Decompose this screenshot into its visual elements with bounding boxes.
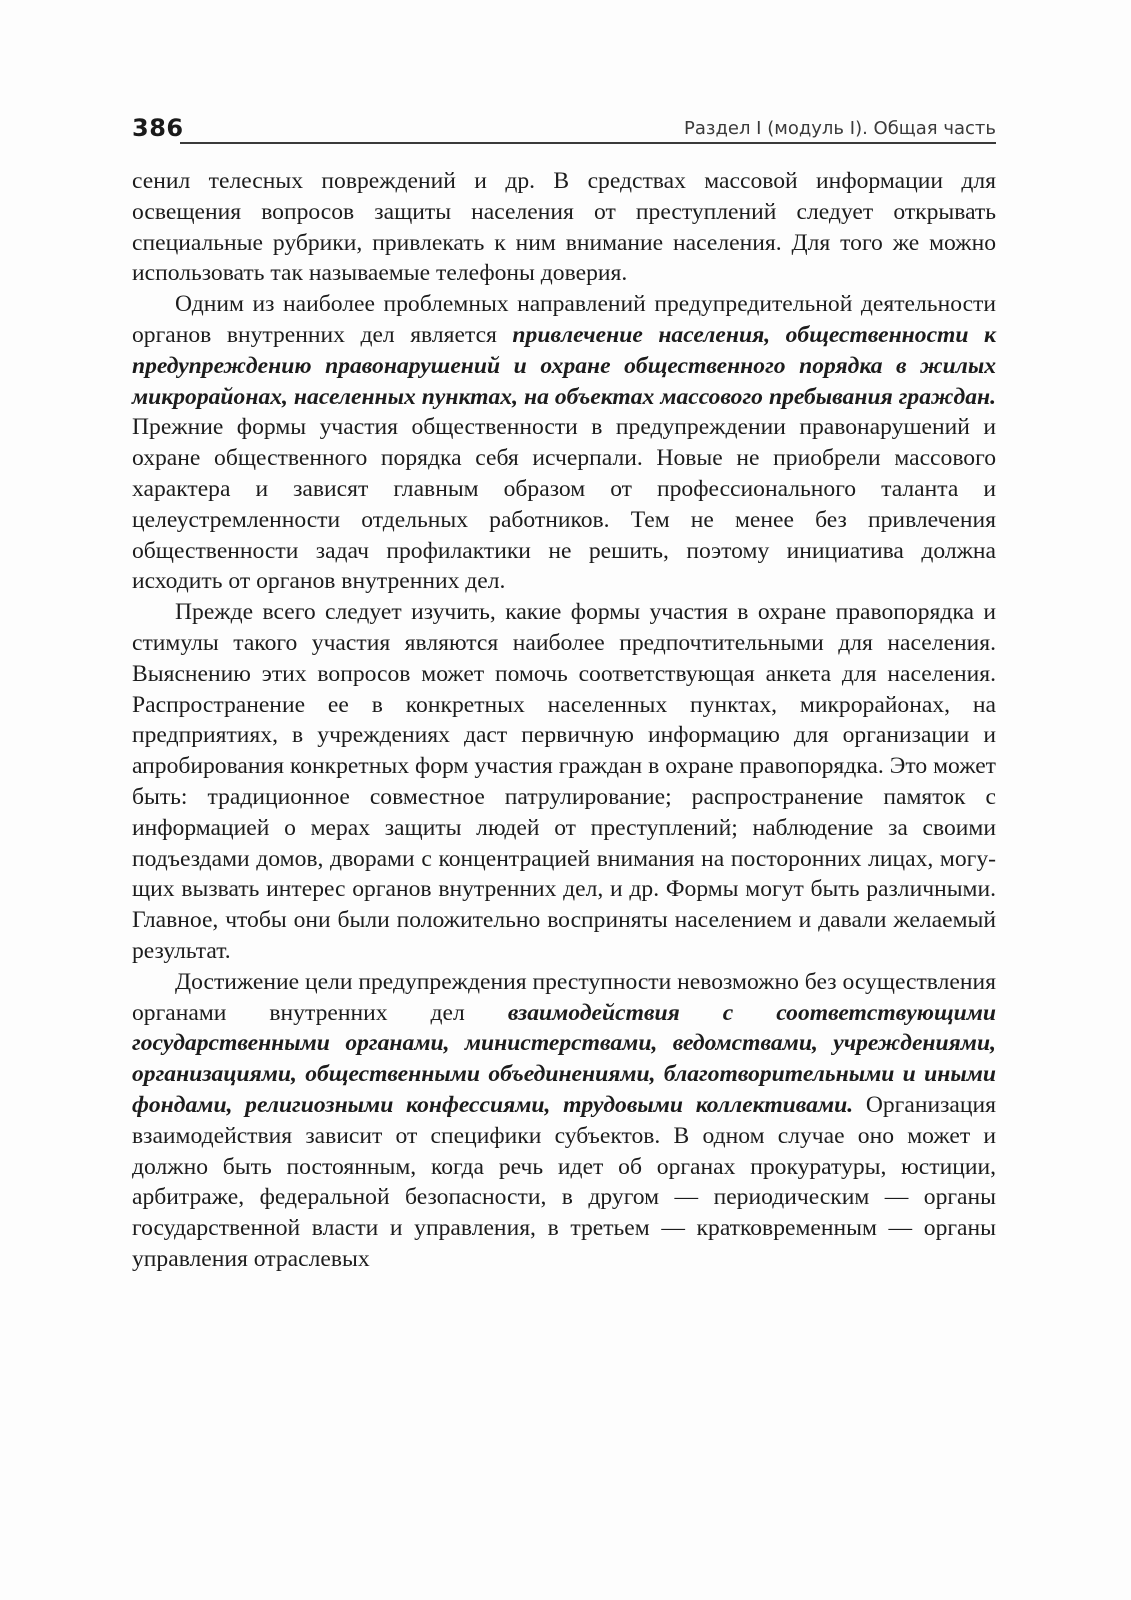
paragraph <box>132 597 996 967</box>
body-text <box>132 166 996 1275</box>
paragraph-text: Одним из наиболее проблемных направлений предупредительной деятельности органов внутренних дел является <box>132 291 996 348</box>
paragraph <box>132 289 996 597</box>
emphasized-text: взаимодействия с соответствующими государственными органами, министерствами, ведомствами, учреждениями, организациями, общественными объединениями, благотворительными и иными фондами, религиозными конфессиями, трудовыми коллективами. <box>132 999 996 1118</box>
paragraph-text: Организация взаимодействия зависит от специфики субъектов. В одном случае оно может и должно быть постоянным, когда речь идет об органах прокуратуры, юстиции, арбитраже, федеральной безопасности, в другом — периодическим — органы государственной власти и управления, в третьем — кратковременным — органы управления отраслевых <box>132 1091 996 1272</box>
header-rule <box>180 142 996 144</box>
page-number: 386 <box>132 114 184 142</box>
paragraph <box>132 967 996 1275</box>
paragraph-text: сенил телесных повреждений и др. В средствах массовой информации для освещения вопросов защиты населения от преступлений следует открывать специальные рубрики, привлекать к ним внимание населения. Для того же можно использовать так называемые телефоны доверия. <box>132 168 996 287</box>
paragraph <box>132 166 996 289</box>
paragraph-text: Прежние формы участия общественности в предупреждении правонарушений и охране общественного порядка себя исчерпали. Новые не приобрели массового характера и зависят главным образом от профессионального таланта и целеустремленности отдельных работников. Тем не менее без привлечения общественности задач профилактики не решить, поэтому инициатива должна исходить от органов внутренних дел. <box>132 414 996 595</box>
paragraph-text: Прежде всего следует изучить, какие формы участия в охране правопорядка и стимулы такого участия являются наиболее предпочтительными для населения. Выяснению этих вопросов может помочь соответствующая анкета для населения. Распространение ее в конкретных населенных пунктах, микрорайонах, на предприятиях, в учреждениях даст первичную информацию для организации и апробирования конкретных форм участия граждан в охране правопорядка. Это может быть: традиционное совместное патрулирование; распространение памяток с информацией о мерах защиты людей от преступлений; наблюдение за своими подъездами домов, дворами с концентрацией внимания на посторонних лицах, могущих вызвать интерес органов внутренних дел, и др. Формы могут быть различными. Главное, чтобы они были положительно восприняты населением и давали желаемый результат. <box>132 599 996 964</box>
paragraph-text: Достижение цели предупреждения преступности невозможно без осуществления органами внутренних дел <box>132 968 996 1026</box>
running-head: Раздел I (модуль I). Общая часть <box>683 118 996 139</box>
emphasized-text: привлечение населения, общественности к предупреждению правонарушений и охране общественного порядка в жилых микрорайонах, населенных пунктах, на объектах массового пребывания граждан. <box>132 321 996 410</box>
page-header <box>132 108 996 144</box>
